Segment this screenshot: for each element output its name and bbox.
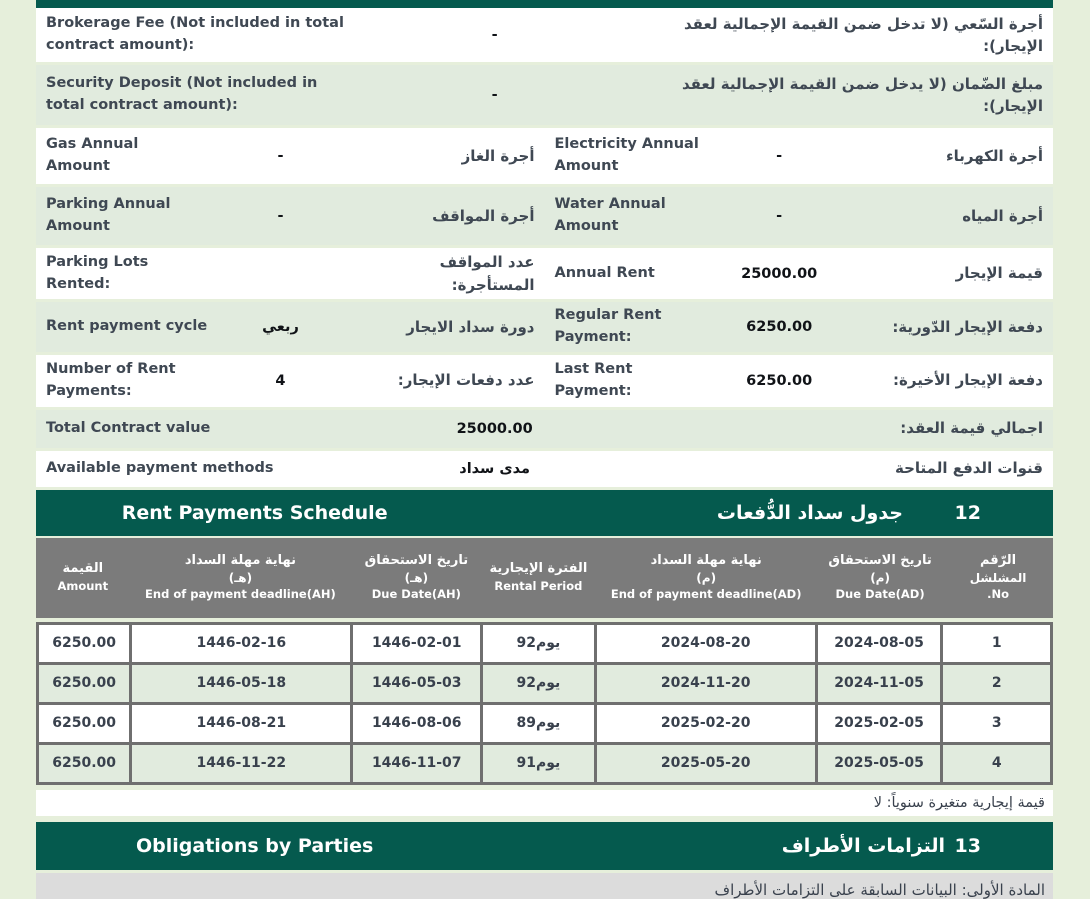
- schedule-header-cell: [595, 538, 817, 618]
- schedule-cell: 1446-11-07: [352, 743, 482, 783]
- field-label-en: Parking Annual Amount: [46, 196, 171, 234]
- field-label-en: Regular Rent Payment:: [554, 307, 662, 345]
- field-group-right: [545, 359, 1054, 403]
- field-group-right: [545, 262, 1054, 285]
- header-label-en: Amount: [57, 578, 109, 593]
- schedule-cell: 92يوم: [482, 663, 596, 703]
- field-label-en: Brokerage Fee (Not included in total contract amount):: [46, 15, 344, 53]
- field-value: ربعي: [262, 318, 299, 335]
- field-label-ar: قنوات الدفع المتاحة: [894, 459, 1043, 478]
- header-label-ar: تاريخ الاستحقاق: [364, 553, 469, 569]
- field-group-right: [545, 194, 1054, 238]
- schedule-cell: 1446-05-03: [352, 663, 482, 703]
- section-title-ar: جدول سداد الدُّفعات: [716, 501, 903, 524]
- field-row: [36, 128, 1053, 184]
- schedule-cell: 6250.00: [38, 663, 131, 703]
- header-label-sub: (هـ): [404, 570, 429, 585]
- schedule-cell: 6250.00: [38, 703, 131, 743]
- field-value: -: [776, 208, 783, 224]
- obligations-section-header: [36, 822, 1053, 870]
- schedule-table: [36, 622, 1053, 785]
- schedule-cell: 2025-02-05: [816, 703, 942, 743]
- section-number: 12: [954, 501, 981, 524]
- field-row: [36, 302, 1053, 352]
- section-title-en: Obligations by Parties: [136, 834, 374, 857]
- field-value: -: [776, 148, 783, 164]
- schedule-header-cell: [351, 538, 481, 618]
- field-label-en: Security Deposit (Not included in total contract amount):: [46, 75, 318, 113]
- header-label-sub: (م): [870, 570, 890, 585]
- field-group-left: [36, 194, 545, 238]
- header-label-en: End of payment deadline(AH): [145, 586, 336, 601]
- schedule-cell: 6250.00: [38, 623, 131, 663]
- schedule-row: [38, 743, 1052, 783]
- field-label-ar: أجرة المواقف: [432, 206, 535, 225]
- field-label-en: Water Annual Amount: [554, 196, 666, 234]
- field-label-ar: أجرة السّعي (لا تدخل ضمن القيمة الإجمالية لعقد الإيجار):: [683, 14, 1043, 55]
- schedule-cell: 2: [942, 663, 1052, 703]
- header-label-ar: الفترة الإيجارية: [489, 561, 588, 577]
- header-label-ar: تاريخ الاستحقاق: [828, 553, 932, 569]
- field-row: [36, 248, 1053, 299]
- schedule-header-content: [821, 547, 939, 609]
- field-value: 6250.00: [746, 372, 813, 389]
- field-label-en: Parking Lots Rented:: [46, 253, 149, 292]
- schedule-header-content: [599, 547, 813, 609]
- header-label-ar: نهاية مهلة السداد: [184, 553, 296, 569]
- field-label-en: Gas Annual Amount: [46, 136, 139, 174]
- field-label-ar: دورة سداد الايجار: [406, 317, 535, 336]
- field-value: 6250.00: [746, 318, 813, 335]
- schedule-header-content: [947, 547, 1049, 609]
- header-label-sub: (هـ): [228, 570, 253, 585]
- field-group-left: [36, 359, 545, 403]
- schedule-row: [38, 663, 1052, 703]
- field-label-ar: مبلغ الضّمان (لا يدخل ضمن القيمة الإجمالية لعقد الإيجار):: [681, 74, 1043, 115]
- field-label-en: Rent payment cycle: [46, 317, 208, 334]
- schedule-cell: 3: [942, 703, 1052, 743]
- schedule-header-content: [355, 547, 477, 609]
- field-label-ar: أجرة الغاز: [461, 146, 535, 165]
- header-label-en: End of payment deadline(AD): [610, 586, 802, 601]
- field-group-left: [36, 134, 545, 178]
- header-label-ar: القيمة: [62, 561, 104, 577]
- field-value: -: [277, 148, 284, 164]
- field-label-ar: دفعة الإيجار الأخيرة:: [893, 371, 1043, 390]
- field-value: مدى سداد: [459, 460, 531, 477]
- schedule-header-cell: [130, 538, 352, 618]
- field-value: 25000.00: [741, 265, 818, 282]
- schedule-cell: 2025-05-20: [595, 743, 816, 783]
- contract-page: [36, 0, 1053, 899]
- schedule-cell: 1: [942, 623, 1052, 663]
- field-group-right: [545, 134, 1054, 178]
- section-title-ar: التزامات الأطراف: [781, 834, 945, 857]
- schedule-cell: 2024-11-05: [816, 663, 942, 703]
- field-label-ar: عدد دفعات الإيجار:: [397, 371, 535, 390]
- obligations-body: [36, 873, 1053, 899]
- section-number: 13: [954, 834, 981, 857]
- schedule-row: [38, 703, 1052, 743]
- field-label-en: Available payment methods: [46, 459, 274, 476]
- field-label-ar: عدد المواقف المستأجرة:: [439, 253, 535, 294]
- header-label-en: Rental Period: [494, 578, 583, 593]
- schedule-cell: 2024-08-20: [595, 623, 816, 663]
- rent-payments-schedule-header: [36, 490, 1053, 536]
- field-value: -: [491, 87, 498, 103]
- schedule-cell: 4: [942, 743, 1052, 783]
- field-label-en: Number of Rent Payments:: [46, 360, 176, 399]
- variable-rent-note: قيمة إيجارية متغيرة سنوياً: لا: [873, 794, 1045, 811]
- header-label-sub: (م): [696, 570, 717, 585]
- field-label-ar: قيمة الإيجار: [955, 264, 1043, 283]
- schedule-cell: 2025-05-05: [816, 743, 942, 783]
- field-label-en: Annual Rent: [554, 264, 655, 281]
- header-label-en: Due Date(AD): [835, 586, 925, 601]
- schedule-table-header: [36, 538, 1053, 618]
- schedule-cell: 6250.00: [38, 743, 131, 783]
- field-row: [36, 187, 1053, 245]
- schedule-header-cell: [481, 538, 595, 618]
- field-value: -: [277, 208, 284, 224]
- obligations-intro-text: المادة الأولى: البيانات السابقة على التزامات الأطراف: [714, 880, 1045, 899]
- contract-fields: [36, 8, 1053, 490]
- field-label-ar: دفعة الإيجار الدّورية:: [892, 317, 1043, 336]
- schedule-row: [38, 623, 1052, 663]
- schedule-cell: 1446-05-18: [131, 663, 352, 703]
- field-value: -: [491, 27, 498, 43]
- previous-section-bar: [36, 0, 1053, 8]
- schedule-cell: 2024-11-20: [595, 663, 816, 703]
- schedule-header-cell: [36, 538, 130, 618]
- field-label-ar: أجرة المياه: [962, 206, 1043, 225]
- header-label-ar: الرّقم: [979, 553, 1017, 569]
- schedule-cell: 1446-02-16: [131, 623, 352, 663]
- field-label-ar: اجمالي قيمة العقد:: [900, 419, 1043, 438]
- field-label-en: Total Contract value: [46, 419, 211, 436]
- section-title-en: Rent Payments Schedule: [121, 501, 388, 524]
- schedule-cell: 91يوم: [482, 743, 596, 783]
- schedule-cell: 2025-02-20: [595, 703, 816, 743]
- header-label-sub: المشلشل: [969, 570, 1027, 585]
- schedule-cell: 2024-08-05: [816, 623, 942, 663]
- schedule-cell: 1446-11-22: [131, 743, 352, 783]
- field-group-left: [36, 316, 545, 339]
- schedule-cell: 92يوم: [482, 623, 596, 663]
- field-row: [36, 65, 1053, 125]
- field-label-ar: أجرة الكهرباء: [945, 146, 1043, 165]
- field-row: [36, 410, 1053, 448]
- field-row: [36, 355, 1053, 407]
- header-label-ar: نهاية مهلة السداد: [650, 553, 762, 569]
- field-row: [36, 451, 1053, 487]
- field-group-left: [36, 251, 545, 296]
- schedule-header-content: [40, 547, 126, 609]
- field-row: [36, 8, 1053, 62]
- variable-rent-note-row: [36, 790, 1053, 816]
- schedule-header-cell: [817, 538, 943, 618]
- field-value: 25000.00: [456, 420, 533, 437]
- field-label-en: Last Rent Payment:: [554, 360, 633, 399]
- field-group-right: [545, 305, 1054, 349]
- schedule-cell: 1446-02-01: [352, 623, 482, 663]
- header-label-en: No.: [987, 586, 1010, 601]
- schedule-cell: 1446-08-21: [131, 703, 352, 743]
- field-label-en: Electricity Annual Amount: [554, 136, 699, 174]
- field-value: 4: [275, 372, 286, 389]
- schedule-cell: 89يوم: [482, 703, 596, 743]
- schedule-header-content: [134, 547, 348, 609]
- header-label-en: Due Date(AH): [371, 586, 461, 601]
- schedule-header-cell: [943, 538, 1053, 618]
- schedule-cell: 1446-08-06: [352, 703, 482, 743]
- schedule-header-content: [485, 547, 591, 609]
